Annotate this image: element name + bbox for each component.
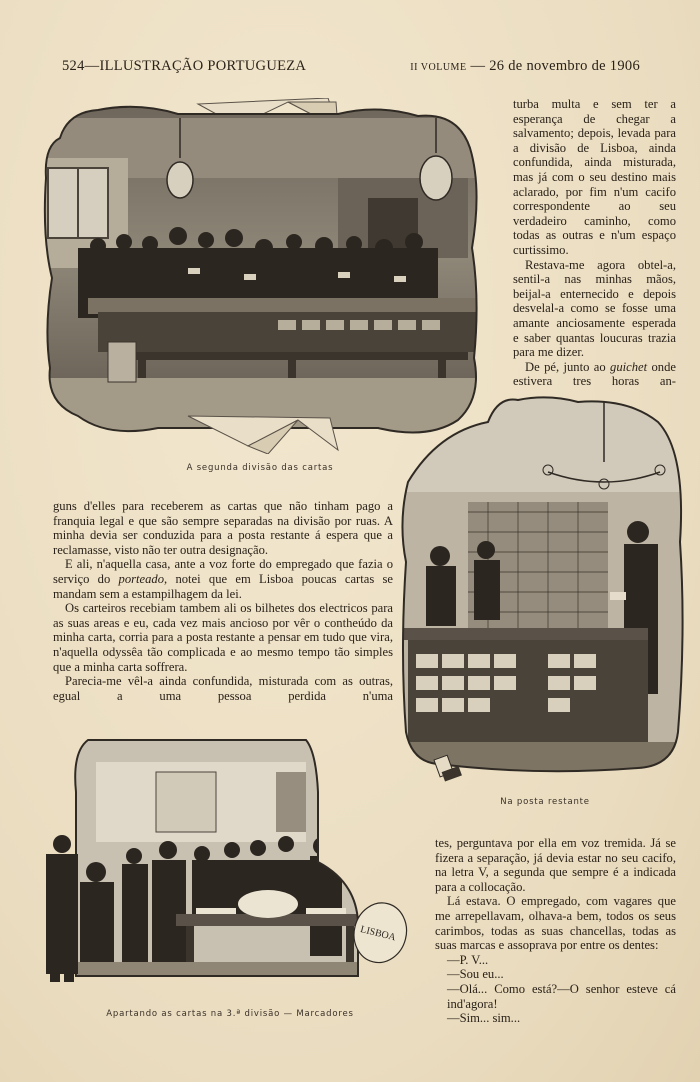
magazine-title: ILLUSTRAÇÃO PORTUGUEZA — [99, 58, 307, 74]
volume-label: II VOLUME — [410, 62, 467, 73]
text-span: E ali, n'aquella casa, ante a voz forte do empregado que fazia o serviço do — [53, 557, 393, 586]
paragraph: turba multa e sem ter a esperança de chegar a salvamento; depois, levada para a divisão de Lisboa, ainda confundida, ainda misturada, mas já com o seu destino mais aclarado, por fim n'um cacifo correspondente ao seu verdadeiro caminho, como todas as outras e n'um espaço curtissimo. — [513, 97, 676, 257]
photo-posta-restante — [398, 392, 688, 792]
paragraph: guns d'elles para receberem as cartas que não tinham pago a franquia legal e que são sempre separadas na divisão por ruas. A minha devia ser conduzida para a posta restante á espera que a reclamasse, visto não ter outra designação. — [53, 499, 393, 557]
dialog-line: —Sim... sim... — [447, 1011, 521, 1026]
text-span: , notei que em Lisboa poucas cartas se mandam sem a estampilhagem da lei. — [53, 571, 393, 601]
text-column-middle-left — [53, 499, 393, 703]
paragraph: Os carteiros recebiam tambem ali os bilhetes dos electricos para as suas areas e eu, cada vez mais ancioso por vêr o contheúdo da minha carta, corria para a posta restante a pensar em tudo que vira, n'aquella odyssêa tão complicada e ao mesmo tempo tão simples que a minha carta soffrera. — [53, 601, 393, 674]
caption-photo-posta-restante: Na posta restante — [500, 797, 590, 807]
header-right — [410, 58, 640, 75]
page-header — [62, 58, 640, 78]
issue-date: — 26 de novembro de 1906 — [470, 58, 640, 74]
text-italic: guichet — [610, 359, 648, 374]
text-italic: porteado — [118, 571, 165, 586]
caption-photo-sorting-room: A segunda divisão das cartas — [186, 463, 334, 473]
header-separator: — — [84, 58, 100, 74]
text-span: De pé, junto ao — [525, 359, 611, 374]
lisboa-stamp-text: LISBOA — [359, 924, 397, 944]
text-span: onde estivera tres horas an- — [513, 359, 676, 389]
text-column-bottom-right — [435, 836, 676, 1026]
text-column-top-right — [513, 97, 676, 389]
dialog-line: —Sou eu... — [447, 967, 504, 982]
paragraph: tes, perguntava por ella em voz tremida. Já se fizera a separação, já devia estar no seu cacifo, na letra V, a segunda que sempre é a indicada para a collocação. — [435, 836, 676, 894]
paragraph — [53, 557, 393, 601]
dialog-line: —P. V... — [447, 952, 489, 967]
paragraph: Parecia-me vêl-a ainda confundida, misturada com as outras, egual a uma pessoa perdida n'uma — [53, 674, 393, 703]
photo-marcadores — [36, 732, 416, 1002]
paragraph: Restava-me agora obtel-a, sentil-a nas minhas mãos, beijal-a enternecido e depois desvelal-a como se fosse uma amante anciosamente esperada e saber quantas loucuras trazia para me dizer. — [513, 257, 676, 360]
header-left — [62, 58, 306, 75]
caption-photo-marcadores: Apartando as cartas na 3.ª divisão — Marcadores — [106, 1009, 354, 1019]
paragraph: Lá estava. O empregado, com vagares que me arrepellavam, olhava-a bem, todos os seus carimbos, todas as suas chancellas, todas as suas marcas e assoprava por entre os dentes: — [435, 894, 676, 953]
page-number: 524 — [62, 58, 85, 74]
dialog-line: —Olá... Como está?—O senhor esteve cá ind'agora! — [447, 981, 676, 1011]
paragraph — [513, 360, 676, 389]
